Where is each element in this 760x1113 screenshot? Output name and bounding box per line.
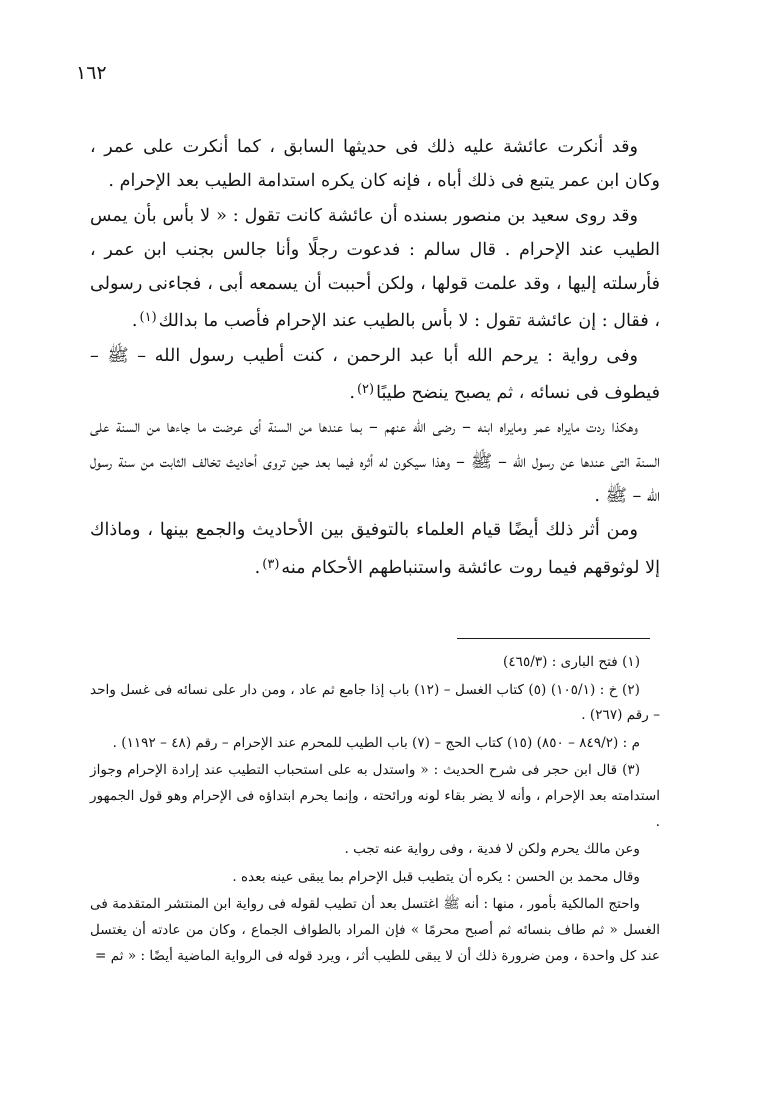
paragraph (90, 513, 660, 585)
footnote: (٣) قال ابن حجر فى شرح الحديث : « واستدل به على استحباب التطيب عند إرادة الإحرام وجواز استدامته بعد الإحرام ، وأنه لا يضر بقاء لونه ورائحته ، وإنما يحرم ابتداؤه فى الإحرام وهو قول الجمهور . (90, 762, 660, 830)
footnote: م : (٨٤٩/٢ – ٨٥٠) (١٥) كتاب الحج – (٧) باب الطيب للمحرم عند الإحرام – رقم (٤٨ – ١١٩٢) . (112, 734, 640, 751)
paragraph (90, 199, 660, 339)
paragraph-tail: . (254, 557, 261, 578)
paragraph (90, 410, 660, 513)
footnote: وعن مالك يحرم ولكن لا فدية ، وفى رواية عنه تجب . (344, 841, 640, 858)
paragraph-text: ومن أثر ذلك أيضًا قيام العلماء بالتوفيق بين الأحاديث والجمع بينها ، وماذاك إلا لوثوقهم فيما روت عائشة واستنباطهم الأحكام منه (90, 520, 660, 578)
footnote-ref: (٣) (262, 556, 280, 572)
page-number: ١٦٢ (76, 62, 107, 84)
paragraph-text: وهكذا ردت مايراه عمر ومايراه ابنه – رضى الله عنهم – بما عندها من السنة أى عرضت ما جاءها من السنة على السنة التى عندها عن رسول الله – ﷺ – وهذا سيكون له أثره فيما بعد حين تروى أحاديث تخالف الثابت من سنة رسول الله – ﷺ . (90, 417, 660, 506)
paragraph-tail: . (131, 311, 138, 332)
footnote: وقال محمد بن الحسن : يكره أن يتطيب قبل الإحرام بما يبقى عينه بعده . (232, 868, 640, 885)
footnote-ref: (١) (139, 310, 157, 326)
paragraph (90, 339, 660, 411)
footnote: واحتج المالكية بأمور ، منها : أنه ﷺ اغتسل بعد أن تطيب لقوله فى رواية ابن المنتشر المتقدمة فى الغسل « ثم طاف بنسائه ثم أصبح محرمًا » فإن المراد بالطواف الجماع ، وكان من عادته أن يغتسل عند كل واحدة ، ومن ضرورة ذلك أن لا يبقى للطيب أثر ، ويرد قوله فى الرواية الماضية أيضًا : « ثم = (90, 896, 660, 964)
footnote: (١) فتح البارى : (٤٦٥/٣) (503, 654, 640, 670)
paragraph-tail: . (349, 383, 355, 404)
paragraph-text: وقد أنكرت عائشة عليه ذلك فى حديثها السابق ، كما أنكرت على عمر ، وكان ابن عمر يتبع فى ذلك أباه ، فإنه كان يكره استدامة الطيب بعد الإحرام . (90, 137, 660, 192)
paragraph-text: وفى رواية : يرحم الله أبا عبد الرحمن ، كنت أطيب رسول الله – ﷺ – فيطوف فى نسائه ، ثم يصبح ينضح طيبًا (90, 345, 660, 404)
footnote-ref: (٢) (356, 382, 375, 398)
paragraph-text: وقد روى سعيد بن منصور بسنده أن عائشة كانت تقول : « لا بأس بأن يمس الطيب عند الإحرام . قال سالم : فدعوت رجلًا وأنا جالس بجنب ابن عمر ، فأرسلته إليها ، وقد علمت قولها ، ولكن أحببت أن يسمعه أبى ، فجاءنى رسولى ، فقال : إن عائشة تقول : لا بأس بالطيب عند الإحرام فأصب ما بدالك (90, 205, 660, 332)
footnote-divider (457, 638, 650, 639)
footnotes (90, 650, 660, 971)
footnote: (٢) خ : (١٠٥/١) (٥) كتاب الغسل – (١٢) باب إذا جامع ثم عاد ، ومن دار على نسائه فى غسل واحد – رقم (٢٦٧) . (90, 681, 660, 724)
main-text (90, 130, 660, 585)
paragraph (90, 130, 660, 199)
